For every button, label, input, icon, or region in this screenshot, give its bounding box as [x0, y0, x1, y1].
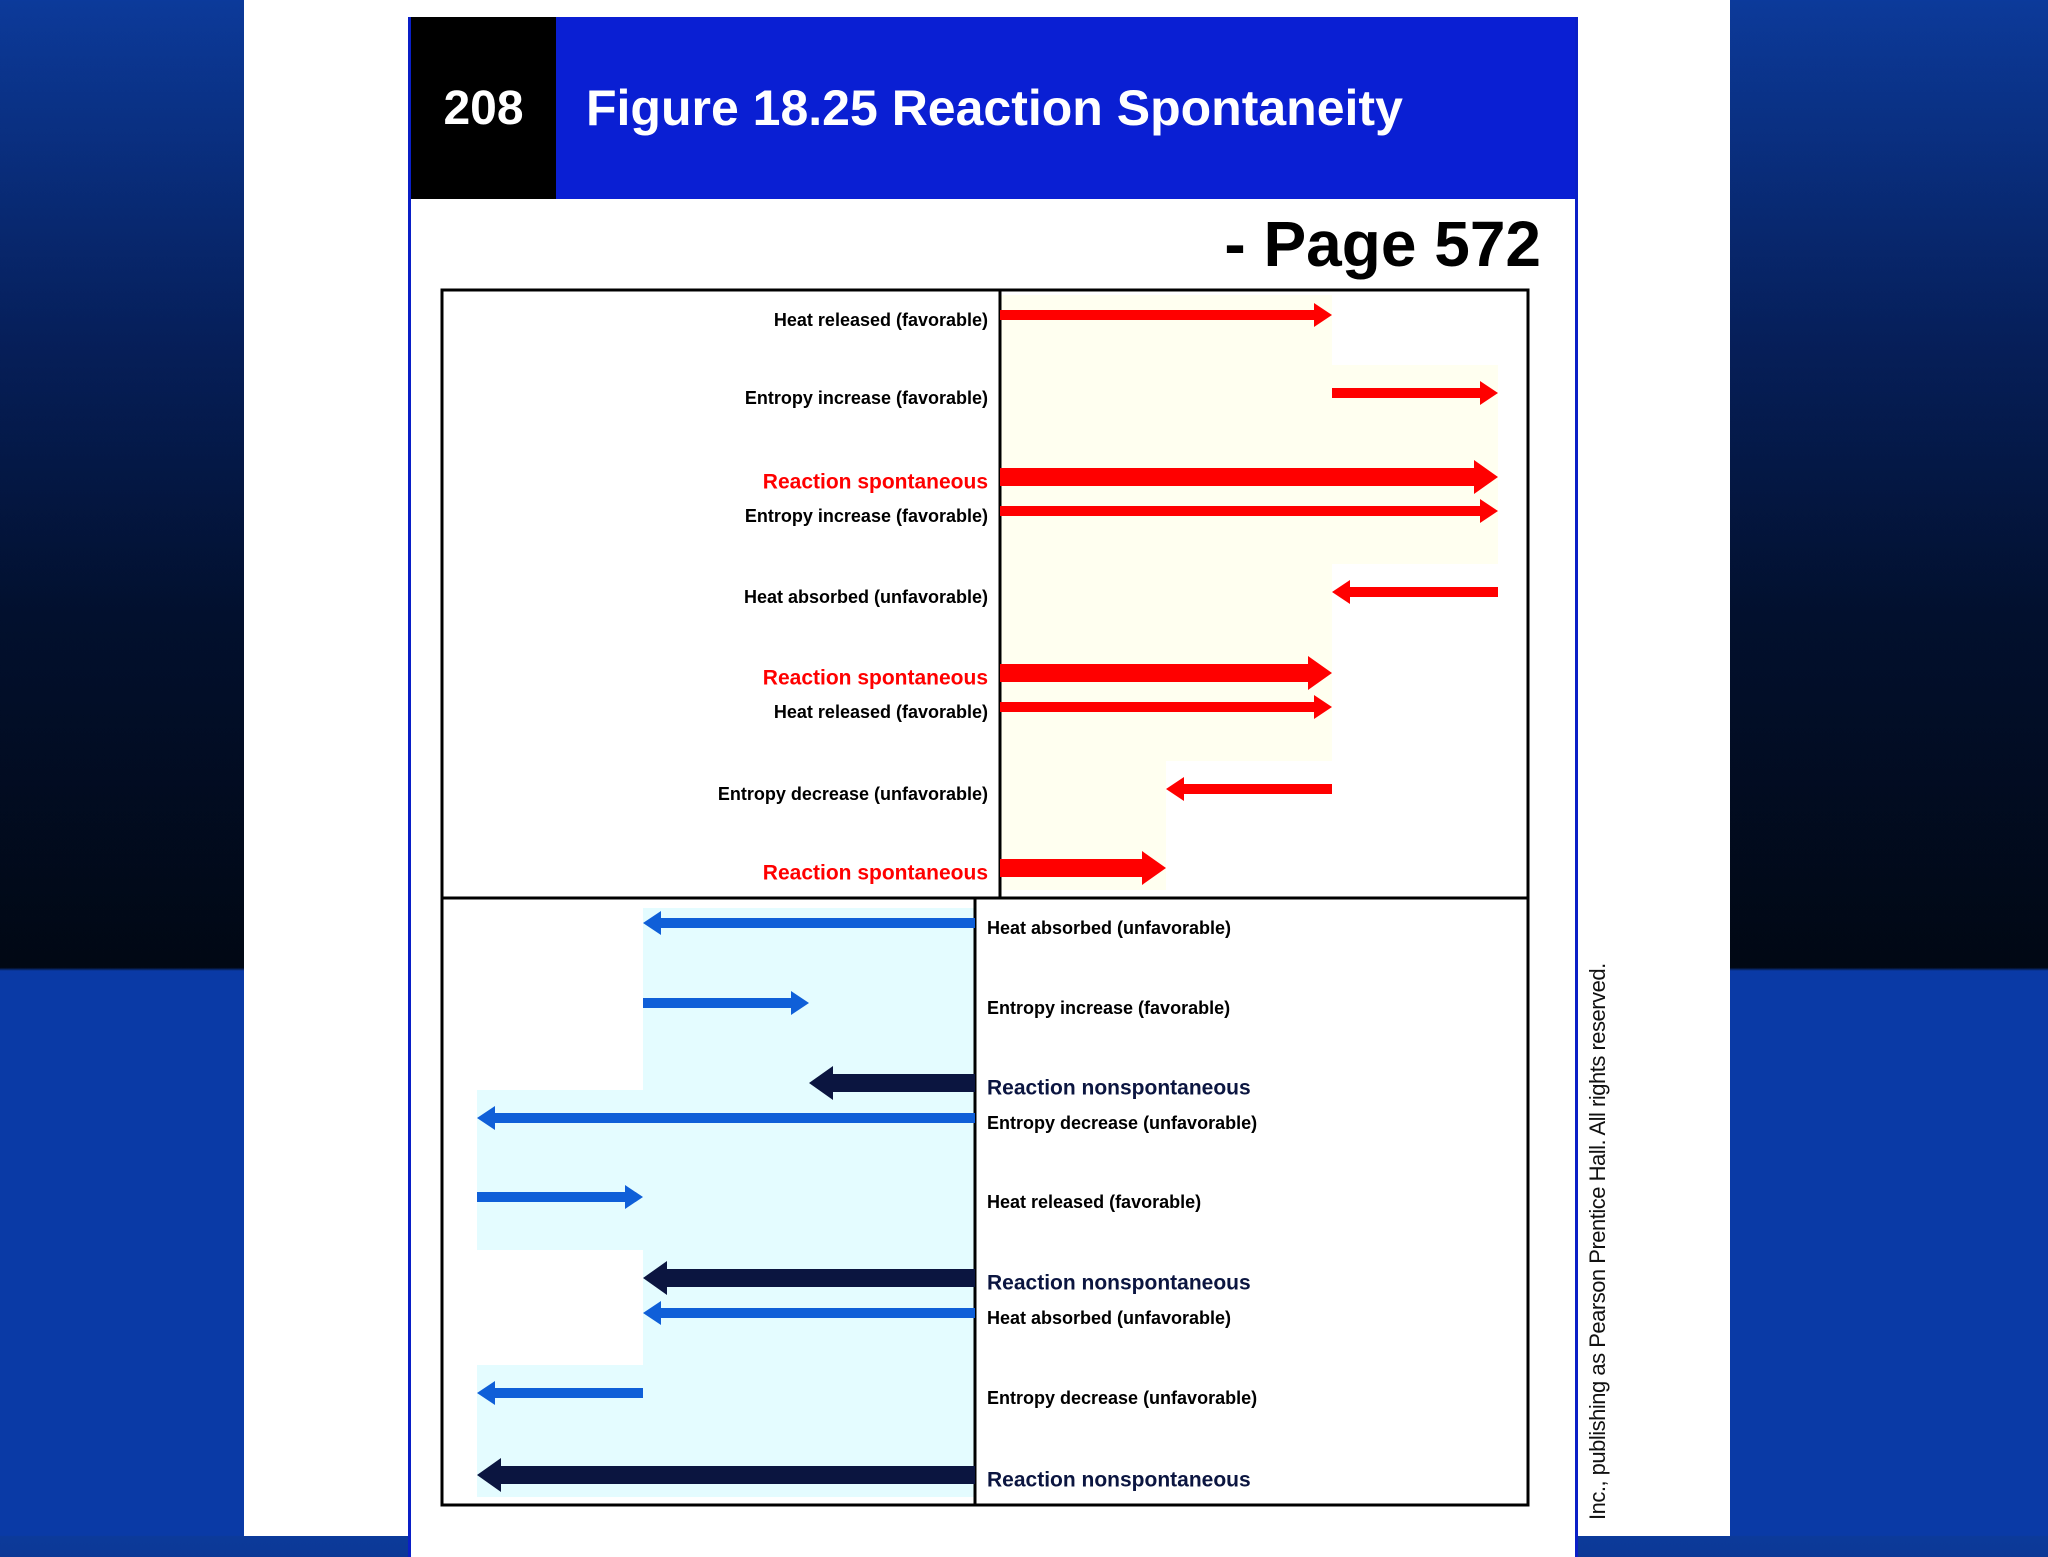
- bottom-label-2: Entropy increase (favorable): [987, 997, 1231, 1018]
- top-label-8: Entropy decrease (unfavorable): [717, 783, 988, 804]
- bottom-label-4: Entropy decrease (unfavorable): [987, 1112, 1258, 1133]
- bottom-label-3: Reaction nonspontaneous: [987, 1076, 1251, 1100]
- page-reference: - Page 572: [1224, 208, 1541, 280]
- top-label-9: Reaction spontaneous: [762, 861, 988, 885]
- top-label-5: Heat absorbed (unfavorable): [743, 586, 988, 607]
- bottom-label-8: Entropy decrease (unfavorable): [987, 1387, 1258, 1408]
- top-label-4: Entropy increase (favorable): [744, 505, 988, 526]
- copyright-notice: Inc., publishing as Pearson Prentice Hall. All rights reserved.: [1585, 963, 1610, 1520]
- figure-header: [411, 17, 1575, 199]
- top-arrow-8-head: [1166, 777, 1184, 801]
- nonspontaneous-region-fill: [477, 908, 975, 1497]
- top-label-7: Heat released (favorable): [773, 701, 988, 722]
- bottom-label-6: Reaction nonspontaneous: [987, 1271, 1251, 1295]
- bottom-label-9: Reaction nonspontaneous: [987, 1468, 1251, 1492]
- top-arrow-5-head: [1332, 580, 1350, 604]
- bottom-label-5: Heat released (favorable): [987, 1191, 1202, 1212]
- figure-number: 208: [411, 17, 556, 199]
- bottom-label-7: Heat absorbed (unfavorable): [987, 1307, 1232, 1328]
- top-label-2: Entropy increase (favorable): [744, 387, 988, 408]
- spontaneity-diagram: [440, 285, 1535, 1510]
- figure-title: Figure 18.25 Reaction Spontaneity: [586, 80, 1403, 136]
- top-label-6: Reaction spontaneous: [762, 666, 988, 690]
- top-label-3: Reaction spontaneous: [762, 470, 988, 494]
- bottom-label-1: Heat absorbed (unfavorable): [987, 917, 1232, 938]
- top-label-1: Heat released (favorable): [773, 309, 988, 330]
